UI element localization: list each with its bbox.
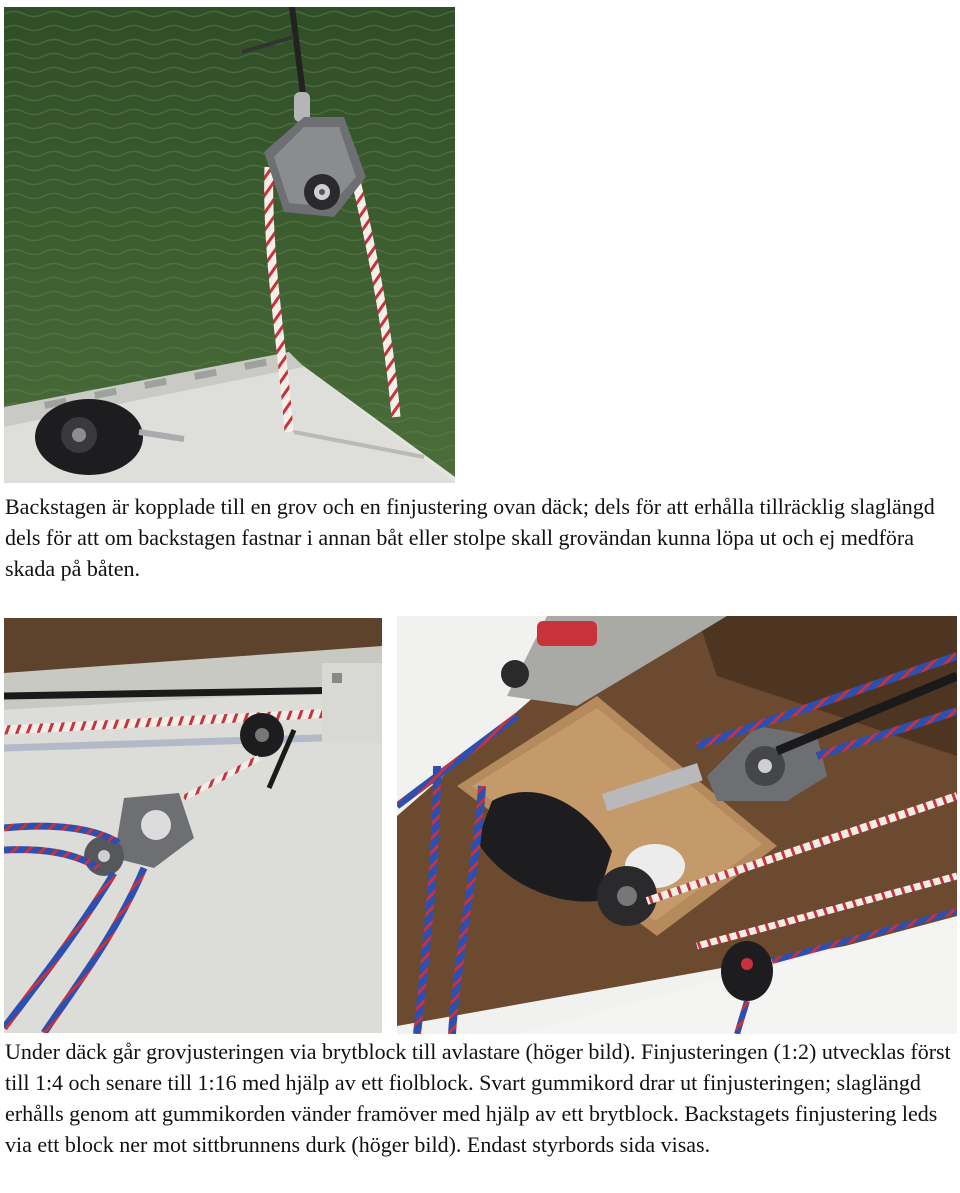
caption-under-deck: Under däck går grovjusteringen via brytblock till avlastare (höger bild). Finjusteringen (1:2) utvecklas först till 1:4 och senare till 1:16 med hjälp av ett fiolblock. Svart gummikord drar ut finjusteringen; slaglängd erhålls genom att gummikorden vänder framöver med hjälp av ett brytblock. Backstagets finjustering leds via ett block ner mot sittbrunnens durk (höger bild). Endast styrbords sida visas. xyxy=(5,1039,951,1157)
photo-fiddle-block-under-deck xyxy=(4,618,382,1033)
photo-clutch-and-block-under-deck xyxy=(397,616,957,1034)
photo-backstay-block-above-deck xyxy=(4,7,455,483)
caption-above-deck: Backstagen är kopplade till en grov och en finjustering ovan däck; dels för att erhålla tillräcklig slaglängd dels för att om backstagen fastnar i annan båt eller stolpe skall grovändan kunna löpa ut och ej medföra skada på båten. xyxy=(5,494,935,581)
